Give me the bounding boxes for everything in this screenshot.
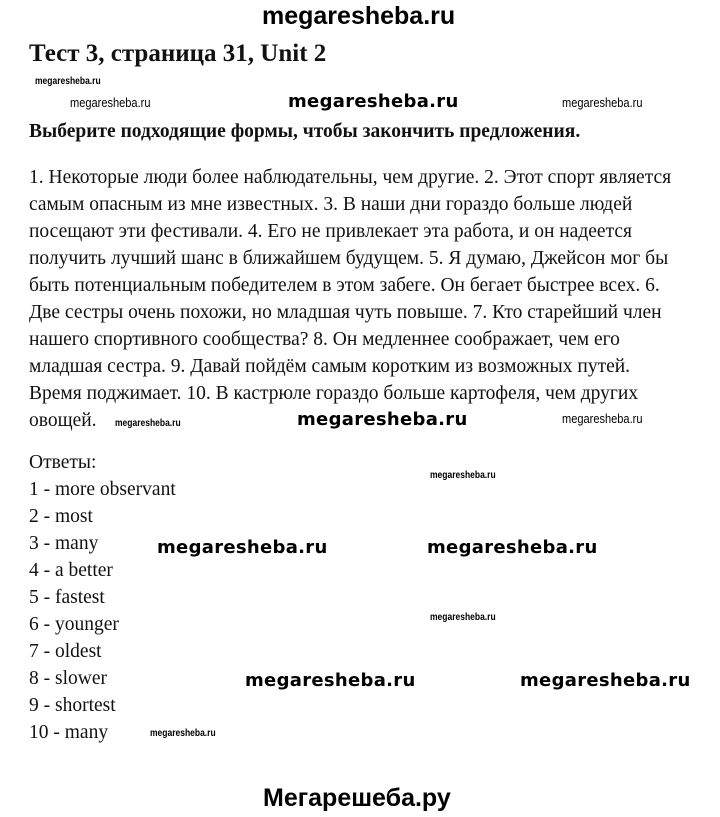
watermark-top: megaresheba.ru (262, 2, 456, 30)
watermark-bottom: Мегарешеба.ру (263, 784, 451, 812)
text-line: самым опасным из мне известных. 3. В наши дни гораздо больше людей (29, 194, 633, 215)
answer-item: 9 - shortest (29, 695, 116, 716)
watermark: megaresheba.ru (562, 95, 643, 110)
watermark: megaresheba.ru (35, 76, 101, 87)
watermark: megaresheba.ru (427, 537, 598, 558)
page-title: Тест 3, страница 31, Unit 2 (29, 40, 327, 67)
text-line: получить лучший шанс в ближайшем будущем. 5. Я думаю, Джейсон мог бы (29, 248, 669, 269)
answer-item: 3 - many (29, 533, 99, 554)
watermark: megaresheba.ru (430, 470, 496, 481)
answers-label: Ответы: (29, 452, 97, 473)
instruction-heading: Выберите подходящие формы, чтобы закончить предложения. (29, 121, 581, 142)
text-line: младшая сестра. 9. Давай пойдём самым коротким из возможных путей. (29, 356, 631, 377)
text-line: Время поджимает. 10. В кастрюле гораздо больше картофеля, чем других (29, 383, 639, 404)
watermark: megaresheba.ru (70, 95, 151, 110)
watermark: megaresheba.ru (520, 670, 691, 691)
text-line: нашего спортивного сообщества? 8. Он медленнее соображает, чем его (29, 329, 620, 350)
watermark: megaresheba.ru (115, 418, 181, 429)
answer-item: 7 - oldest (29, 641, 102, 662)
watermark: megaresheba.ru (288, 91, 459, 112)
text-line: овощей. (29, 410, 97, 431)
watermark: megaresheba.ru (157, 537, 328, 558)
answer-item: 4 - a better (29, 560, 113, 581)
watermark: megaresheba.ru (562, 411, 643, 426)
answer-item: 10 - many (29, 722, 109, 743)
text-line: посещают эти фестивали. 4. Его не привлекает эта работа, и он надеется (29, 221, 632, 242)
answer-item: 6 - younger (29, 614, 119, 635)
watermark: megaresheba.ru (150, 728, 216, 739)
text-line: Две сестры очень похожи, но младшая чуть повыше. 7. Кто старейший член (29, 302, 662, 323)
watermark: megaresheba.ru (245, 670, 416, 691)
answer-item: 5 - fastest (29, 587, 105, 608)
watermark: megaresheba.ru (297, 409, 468, 430)
watermark: megaresheba.ru (430, 612, 496, 623)
text-line: быть потенциальным победителем в этом забеге. Он бегает быстрее всех. 6. (29, 275, 660, 296)
text-line: 1. Некоторые люди более наблюдательны, чем другие. 2. Этот спорт является (29, 167, 672, 188)
answer-item: 1 - more observant (29, 479, 176, 500)
answer-item: 2 - most (29, 506, 93, 527)
answer-item: 8 - slower (29, 668, 107, 689)
